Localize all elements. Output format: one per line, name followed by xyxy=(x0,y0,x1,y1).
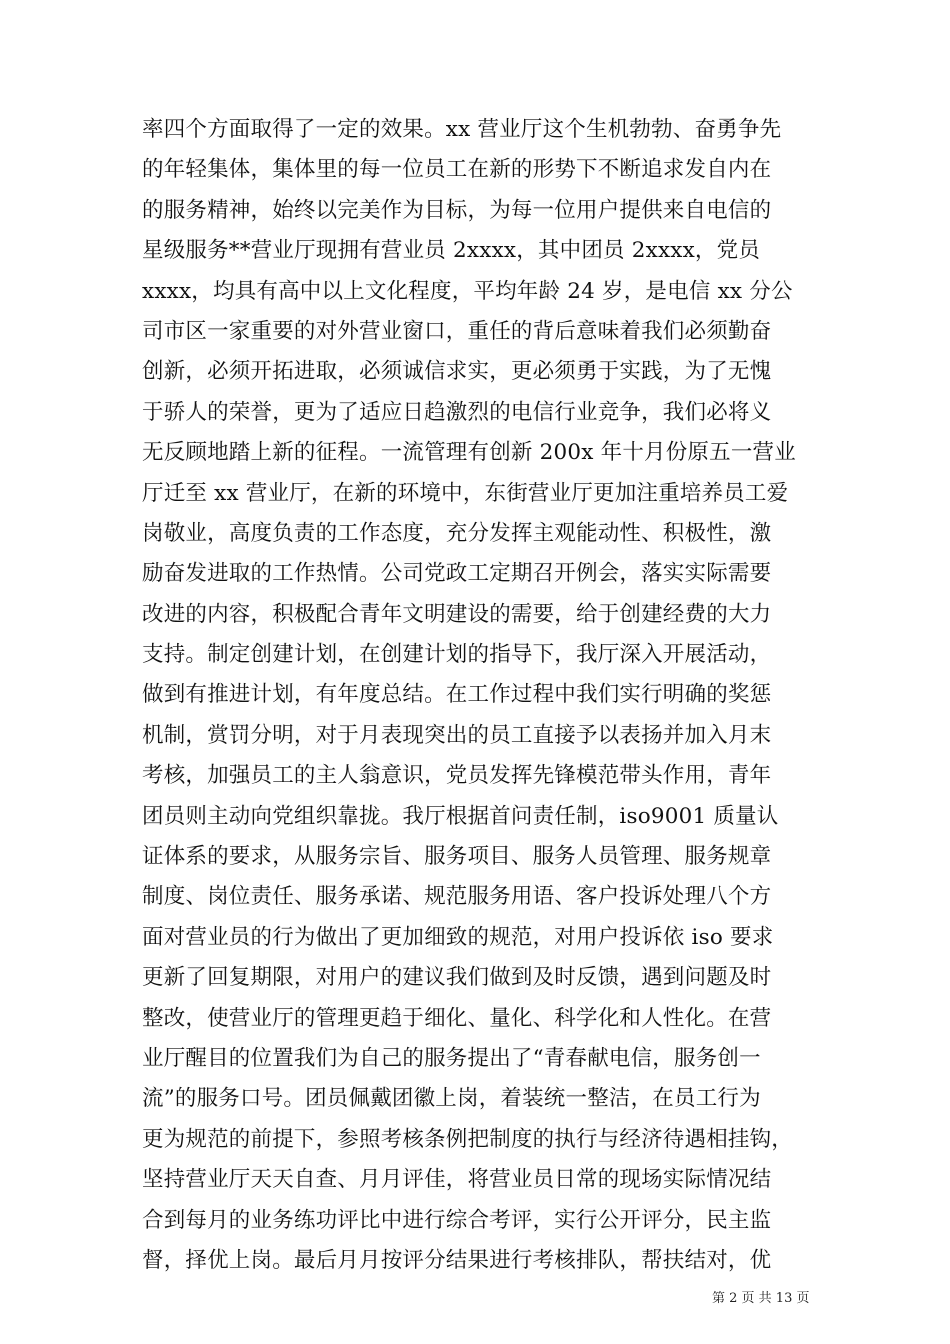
text-line: 司市区一家重要的对外营业窗口，重任的背后意味着我们必须勤奋 xyxy=(142,318,772,344)
text-line: 合到每月的业务练功评比中进行综合考评，实行公开评分，民主监 xyxy=(142,1207,772,1233)
text-line: 机制，赏罚分明，对于月表现突出的员工直接予以表扬并加入月末 xyxy=(142,722,772,748)
page-number: 第 2 页 共 13 页 xyxy=(712,1291,810,1306)
text-line: 励奋发进取的工作热情。公司党政工定期召开例会，落实实际需要 xyxy=(142,561,772,587)
text-line: 面对营业员的行为做出了更加细致的规范，对用户投诉依 iso 要求 xyxy=(142,924,774,950)
text-line: 流”的服务口号。团员佩戴团徽上岗，着装统一整洁，在员工行为 xyxy=(142,1086,761,1112)
text-line: 的服务精神，始终以完美作为目标，为每一位用户提供来自电信的 xyxy=(142,197,772,223)
text-line: 业厅醒目的位置我们为自己的服务提出了“青春献电信，服务创一 xyxy=(142,1045,761,1071)
text-line: 制度、岗位责任、服务承诺、规范服务用语、客户投诉处理八个方 xyxy=(142,884,772,910)
text-line: 厅迁至 xx 营业厅，在新的环境中，东街营业厅更加注重培养员工爱 xyxy=(142,480,789,506)
text-line: 团员则主动向党组织靠拢。我厅根据首问责任制，iso9001 质量认 xyxy=(142,803,779,829)
text-line: 于骄人的荣誉，更为了适应日趋激烈的电信行业竞争，我们必将义 xyxy=(142,399,772,425)
text-line: 岗敬业，高度负责的工作态度，充分发挥主观能动性、积极性，激 xyxy=(142,520,772,546)
text-line: 星级服务**营业厅现拥有营业员 2xxxx，其中团员 2xxxx，党员 xyxy=(142,238,761,264)
text-line: 更为规范的前提下，参照考核条例把制度的执行与经济待遇相挂钩， xyxy=(142,1126,794,1152)
text-line: xxxx，均具有高中以上文化程度，平均年龄 24 岁，是电信 xx 分公 xyxy=(142,278,793,304)
text-line: 改进的内容，积极配合青年文明建设的需要，给于创建经费的大力 xyxy=(142,601,772,627)
text-line: 更新了回复期限，对用户的建议我们做到及时反馈，遇到问题及时 xyxy=(142,965,772,991)
text-line: 创新，必须开拓进取，必须诚信求实，更必须勇于实践，为了无愧 xyxy=(142,359,772,385)
text-line: 证体系的要求，从服务宗旨、服务项目、服务人员管理、服务规章 xyxy=(142,844,772,870)
text-line: 督，择优上岗。最后月月按评分结果进行考核排队，帮扶结对，优 xyxy=(142,1247,772,1273)
text-line: 率四个方面取得了一定的效果。xx 营业厅这个生机勃勃、奋勇争先 xyxy=(142,117,782,142)
text-line: 考核，加强员工的主人翁意识，党员发挥先锋模范带头作用，青年 xyxy=(142,763,772,789)
body-text xyxy=(142,110,822,1281)
text-line: 的年轻集体，集体里的每一位员工在新的形势下不断追求发自内在 xyxy=(142,157,772,183)
text-line: 整改，使营业厅的管理更趋于细化、量化、科学化和人性化。在营 xyxy=(142,1005,772,1031)
text-line: 坚持营业厅天天自查、月月评佳，将营业员日常的现场实际情况结 xyxy=(142,1167,772,1193)
text-line: 无反顾地踏上新的征程。一流管理有创新 200x 年十月份原五一营业 xyxy=(142,440,796,466)
text-line: 支持。制定创建计划，在创建计划的指导下，我厅深入开展活动， xyxy=(142,642,772,668)
text-line: 做到有推进计划，有年度总结。在工作过程中我们实行明确的奖惩 xyxy=(142,682,772,708)
